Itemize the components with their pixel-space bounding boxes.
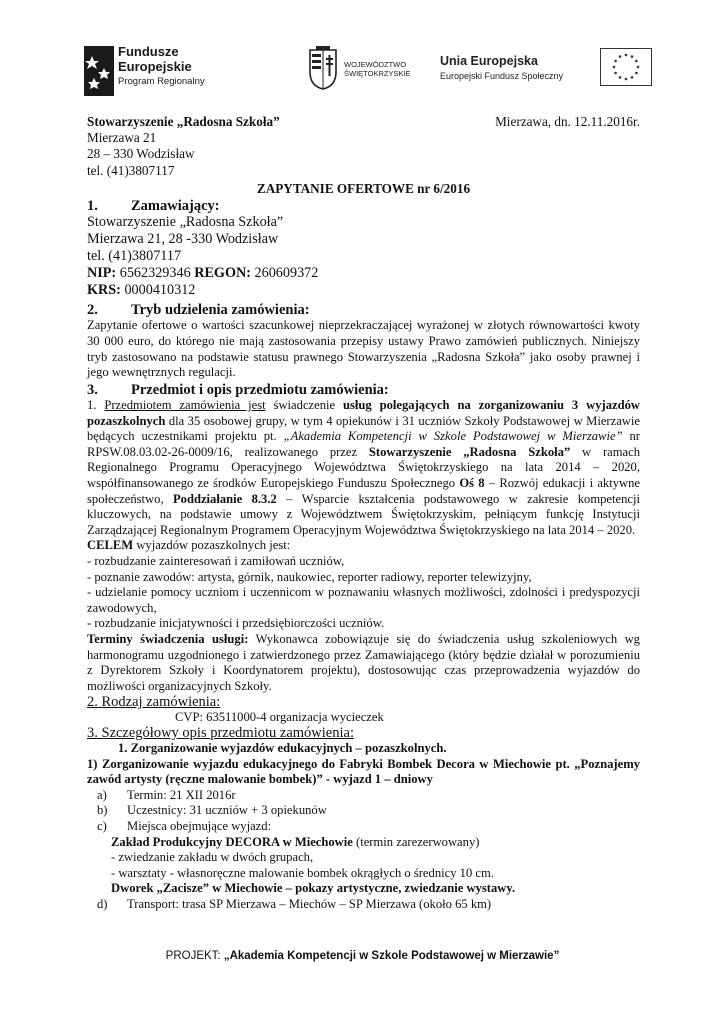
- subsection-1-title: 1. Zorganizowanie wyjazdów edukacyjnych – pozaszkolnych.: [118, 741, 447, 756]
- goal-label: CELEM: [87, 538, 134, 553]
- eu-flag-icon: [600, 48, 652, 86]
- nip-label: NIP:: [87, 265, 117, 282]
- buyer-name: Stowarzyszenie „Radosna Szkoła”: [87, 214, 284, 231]
- list-marker: c): [97, 819, 107, 834]
- section-2-title: Tryb udzielenia zamówienia:: [131, 302, 310, 319]
- goal-item: - rozbudzanie inicjatywności i przedsiębiorczości uczniów.: [87, 616, 385, 631]
- p1-text-e: w ramach Regionalnego Programu Operacyjnego Województwa Świętokrzyskiego na lata 2014 – 2020, współfinansowanego ze środków Europejskiego Funduszu Społecznego: [87, 444, 641, 490]
- buyer-ids: [87, 265, 640, 282]
- p1-underline: Przedmiotem zamówienia jest: [104, 398, 266, 412]
- detail-heading: 3. Szczegółowy opis przedmiotu zamówienia:: [87, 725, 354, 742]
- fe-star-flag-icon: [84, 46, 114, 96]
- p1-bold-3: Oś 8: [459, 475, 485, 490]
- org-address-1: Mierzawa 21: [87, 130, 157, 146]
- place-date: Mierzawa, dn. 12.11.2016r.: [495, 114, 640, 129]
- section-3-heading: [87, 382, 640, 398]
- cpv-code: CVP: 63511000-4 organizacja wycieczek: [175, 710, 384, 725]
- ws-line2: ŚWIĘTOKRZYSKIE: [344, 69, 411, 78]
- ue-text: [440, 54, 563, 84]
- fe-line3: Program Regionalny: [118, 76, 205, 87]
- list-marker: a): [97, 787, 107, 802]
- goal-item: - rozbudzanie zainteresowań i zamiłowań uczniów,: [87, 553, 345, 568]
- p1-prefix: 1.: [87, 398, 105, 412]
- p1-text-g: – Wsparcie kształcenia podstawowego w zakresie kompetencji kluczowych, na podstawie umowy z Województwem Świętokrzyskim, pełniącym funkcję Instytucji Zarządzającej Regionalnym Programem Operacyjnym Województwa Świętokrzyskiego na lata 2014 – 2020.: [87, 491, 640, 537]
- regon-value: 260609372: [250, 265, 319, 282]
- letter-header: [87, 114, 640, 179]
- org-name: Stowarzyszenie „Radosna Szkoła”: [87, 114, 280, 129]
- goal-item: - poznanie zawodów: artysta, górnik, naukowiec, reporter radiowy, reporter telewizyjny,: [87, 569, 532, 584]
- list-marker: b): [97, 803, 108, 818]
- buyer-krs: [87, 282, 640, 299]
- list-item: [87, 819, 640, 835]
- place-1-activity-a: - zwiedzanie zakładu w dwóch grupach,: [111, 850, 314, 865]
- list-item: [87, 897, 640, 913]
- fe-logo-text: [118, 44, 205, 89]
- list-text: Uczestnicy: 31 uczniów + 3 opiekunów: [127, 803, 327, 818]
- logo-bar: [80, 38, 650, 98]
- unia-europejska-logo: [440, 48, 654, 96]
- p1-bold-2: Stowarzyszenie „Radosna Szkoła”: [368, 444, 571, 459]
- document-body: [87, 114, 640, 913]
- wojewodztwo-logo: [308, 46, 428, 96]
- goals-intro: [87, 538, 640, 554]
- list-text: Transport: trasa SP Mierzawa – Miechów – SP Mierzawa (około 65 km): [127, 897, 492, 912]
- terms-text: Wykonawca zobowiązuje się do świadczenia usług szkoleniowych wg harmonogramu uzgodnionego i zatwierdzonego przez Zamawiającego (który będzie działał w porozumieniu z Dyrektorem Szkoły i Koordynatorem projektu), dostosowując czas przeprowadzenia wyjazdów do możliwości organizacyjnych Szkoły.: [87, 631, 640, 693]
- p1-text-c: dla 35 osobowej grupy, w tym 4 opiekunów i 31 uczniów Szkoły Podstawowej w Mierzawie będących uczestnikami projektu pt.: [87, 413, 640, 444]
- goal-item: - udzielanie pomocy uczniom i uczennicom w poznawaniu własnych możliwości, zdolności i predyspozycji zawodowych,: [87, 585, 640, 615]
- ue-line2: Europejski Fundusz Społeczny: [440, 71, 564, 81]
- p1-text-d: nr RPSW.08.03.02-26-0009/16, realizowanego przez: [87, 429, 641, 459]
- section-3-title: Przedmiot i opis przedmiotu zamówienia:: [131, 381, 389, 398]
- section-1-body: [87, 214, 640, 299]
- goal-text: wyjazdów pozaszkolnych jest:: [133, 538, 291, 553]
- wojewodztwo-text: [344, 60, 411, 78]
- list-text: Miejsca obejmujące wyjazd:: [127, 819, 272, 834]
- document-title: ZAPYTANIE OFERTOWE nr 6/2016: [256, 180, 471, 196]
- p1-text-b: świadczenie: [265, 398, 343, 412]
- section-2-text: Zapytanie ofertowe o wartości szacunkowej nieprzekraczającej wyrażonej w złotych równowartości kwoty 30 000 euro, do którego nie mają zastosowania przepisy ustawy Prawo zamówień publicznych. Niniejszy tryb zastosowano na podstawie statusu prawnego Stowarzyszenia „Radosna Szkoła” jako osoby prawnej i jego wewnętrznych regulacji.: [87, 318, 640, 380]
- terms-paragraph: [87, 632, 640, 694]
- trip-1-title: 1) Zorganizowanie wyjazdu edukacyjnego do Fabryki Bombek Decora w Miechowie pt. „Poznajemy zawód artysty (ręczne malowanie bombek)” - wyjazd 1 – dniowy: [87, 756, 640, 787]
- p1-bold: usług polegających na zorganizowaniu 3 wyjazdów pozaszkolnych: [87, 398, 640, 428]
- place-1-line: [87, 835, 640, 851]
- fundusze-europejskie-logo: [80, 42, 230, 98]
- fe-line1: Fundusze: [118, 44, 179, 59]
- footer-project-name: „Akademia Kompetencji w Szkole Podstawowej w Mierzawie”: [223, 950, 560, 962]
- list-text: Termin: 21 XII 2016r: [127, 787, 236, 802]
- list-item: [87, 788, 640, 804]
- list-item: [87, 803, 640, 819]
- coat-of-arms-icon: [308, 46, 338, 90]
- krs-label: KRS:: [87, 282, 121, 299]
- section-3-paragraph: [87, 398, 640, 538]
- p1-italic: „Akademia Kompetencji w Szkole Podstawowej w Mierzawie”: [283, 429, 623, 444]
- place-1-activity-b: - warsztaty - własnoręczne malowanie bombek okrągłych o średnicy 10 cm.: [111, 865, 494, 880]
- ue-line1: Unia Europejska: [440, 54, 538, 68]
- buyer-phone: tel. (41)3807117: [87, 248, 182, 265]
- buyer-address: Mierzawa 21, 28 -330 Wodzisław: [87, 231, 279, 248]
- p1-bold-4: Poddziałanie 8.3.2: [172, 491, 277, 506]
- list-marker: d): [97, 897, 108, 912]
- section-2-heading: [87, 302, 640, 318]
- section-2-number: 2.: [87, 302, 98, 319]
- org-phone: tel. (41)3807117: [87, 162, 175, 178]
- p1-text-f: – Rozwój edukacji i aktywne społeczeństwo,: [87, 475, 640, 506]
- place-1-note: (termin zarezerwowany): [352, 834, 480, 849]
- fe-line2: Europejskie: [118, 59, 192, 74]
- section-1-heading: [87, 198, 640, 214]
- ws-line1: WOJEWÓDZTWO: [344, 60, 407, 69]
- section-1-title: Zamawiający:: [131, 198, 220, 215]
- org-address-2: 28 – 330 Wodzisław: [87, 146, 195, 162]
- nip-value: 6562329346: [116, 265, 195, 282]
- order-kind-heading: 2. Rodzaj zamówienia:: [87, 694, 221, 711]
- section-3-number: 3.: [87, 381, 98, 398]
- footer-prefix: PROJEKT:: [165, 950, 224, 962]
- page-footer: [0, 950, 725, 962]
- krs-value: 0000410312: [120, 282, 196, 299]
- section-1-number: 1.: [87, 198, 98, 215]
- regon-label: REGON:: [194, 265, 251, 282]
- place-2-line: Dworek „Zacisze” w Miechowie – pokazy artystyczne, zwiedzanie wystawy.: [111, 881, 516, 896]
- terms-label: Terminy świadczenia usługi:: [87, 631, 249, 646]
- place-1-name: Zakład Produkcyjny DECORA w Miechowie: [111, 834, 353, 849]
